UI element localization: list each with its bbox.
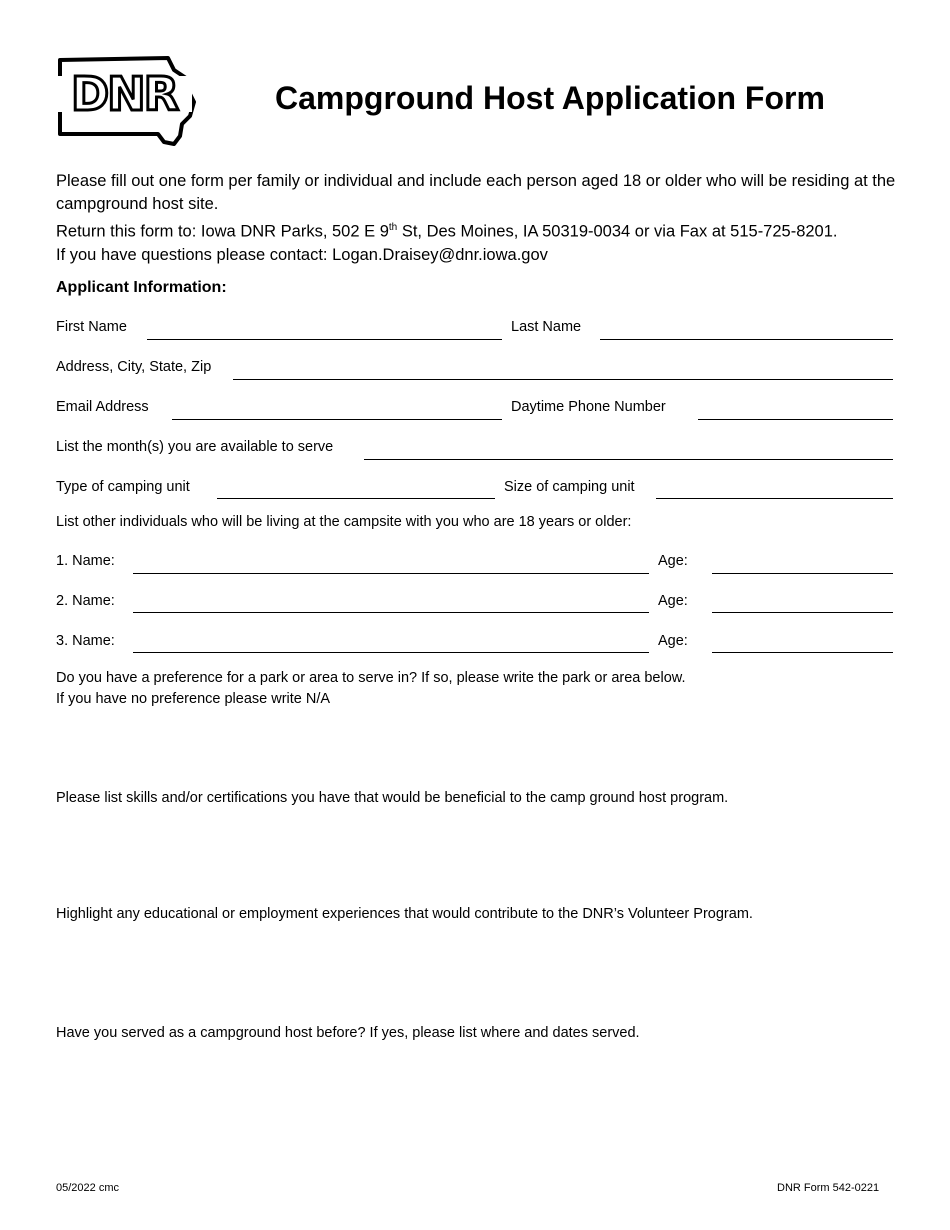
instructions [56,170,916,267]
skills-question: Please list skills and/or certifications you have that would be beneficial to the camp ground host program. [56,790,729,806]
unit-size-label: Size of camping unit [504,479,635,495]
return-address-text-2: St, Des Moines, IA 50319-0034 or via Fax at 515-725-8201. [397,222,838,241]
other-3-name-field[interactable] [133,652,649,653]
other-2-age-label: Age: [658,593,688,609]
svg-text:DNR: DNR [70,67,178,121]
footer-form-number: DNR Form 542-0221 [777,1182,880,1194]
instructions-line: Please fill out one form per family or individual and include each person aged 18 or older who will be residing at the campground host site. [56,172,896,213]
applicant-info-heading: Applicant Information: [56,279,227,296]
iowa-state-outline-icon [54,54,196,148]
address-label: Address, City, State, Zip [56,359,212,375]
contact-line: If you have questions please contact: Logan.Draisey@dnr.iowa.gov [56,245,548,264]
email-field[interactable] [172,419,502,420]
footer-date: 05/2022 cmc [56,1182,119,1194]
other-2-name-label: 2. Name: [56,593,115,609]
last-name-label: Last Name [511,319,582,335]
served-before-question: Have you served as a campground host before? If yes, please list where and dates served. [56,1025,640,1041]
phone-label: Daytime Phone Number [511,399,666,415]
other-2-age-field[interactable] [712,612,893,613]
other-3-age-label: Age: [658,633,688,649]
months-label: List the month(s) you are available to serve [56,439,334,455]
other-3-name-label: 3. Name: [56,633,115,649]
page-title: Campground Host Application Form [275,80,825,116]
others-prompt: List other individuals who will be living at the campsite with you who are 18 years or older: [56,514,632,530]
first-name-field[interactable] [147,339,502,340]
other-1-name-label: 1. Name: [56,553,115,569]
preference-question [56,668,685,710]
first-name-label: First Name [56,319,127,335]
return-address-text: Return this form to: Iowa DNR Parks, 502 E 9 [56,222,389,241]
dnr-logo [54,54,196,148]
unit-size-field[interactable] [656,498,893,499]
months-field[interactable] [364,459,893,460]
email-label: Email Address [56,399,149,415]
other-2-name-field[interactable] [133,612,649,613]
unit-type-label: Type of camping unit [56,479,190,495]
other-1-age-label: Age: [658,553,688,569]
return-address-line [56,216,916,244]
other-3-age-field[interactable] [712,652,893,653]
experience-question: Highlight any educational or employment experiences that would contribute to the DNR’s Volunteer Program. [56,906,753,922]
unit-type-field[interactable] [217,498,495,499]
other-1-name-field[interactable] [133,573,649,574]
last-name-field[interactable] [600,339,893,340]
address-field[interactable] [233,379,893,380]
ordinal-suffix: th [388,222,398,233]
preference-question-line1: Do you have a preference for a park or area to serve in? If so, please write the park or area below. [56,670,686,686]
phone-field[interactable] [698,419,893,420]
other-1-age-field[interactable] [712,573,893,574]
preference-question-line2: If you have no preference please write N/A [56,691,331,707]
